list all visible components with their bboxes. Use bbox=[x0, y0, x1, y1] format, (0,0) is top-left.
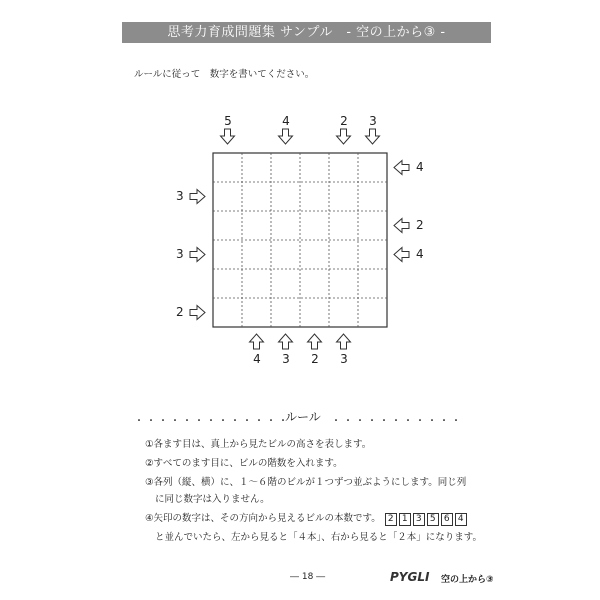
page-number: ― 18 ― bbox=[290, 572, 326, 582]
example-digits bbox=[385, 513, 469, 524]
top-clue-5: 2 bbox=[340, 114, 348, 128]
left-clue-2: 3 bbox=[176, 189, 184, 203]
arrow-down-icon bbox=[221, 129, 235, 144]
rules-divider-left: ・・・・・・・・・・・・・ bbox=[134, 416, 290, 427]
left-clue-6: 2 bbox=[176, 305, 184, 319]
example-digit: 4 bbox=[455, 513, 467, 526]
footer-subtitle: 空の上から③ bbox=[441, 575, 494, 585]
left-clue-4: 3 bbox=[176, 247, 184, 261]
bottom-clue-2: 4 bbox=[253, 352, 261, 366]
arrow-up-icon bbox=[337, 334, 351, 349]
arrow-down-icon bbox=[366, 129, 380, 144]
grid-border bbox=[213, 153, 387, 327]
bottom-clue-4: 2 bbox=[311, 352, 319, 366]
arrow-down-icon bbox=[337, 129, 351, 144]
arrow-up-icon bbox=[250, 334, 264, 349]
right-clue-3: 2 bbox=[416, 218, 424, 232]
bottom-clue-5: 3 bbox=[340, 352, 348, 366]
publisher-logo: PYGLI bbox=[390, 570, 430, 584]
arrow-left-icon bbox=[394, 161, 409, 175]
rules-title: ルール bbox=[285, 410, 321, 424]
rule-4a bbox=[145, 510, 469, 526]
right-clue-4: 4 bbox=[416, 247, 424, 261]
arrow-right-icon bbox=[190, 306, 205, 320]
rule-1: ①各ます目は、真上から見たビルの高さを表します。 bbox=[145, 439, 372, 450]
arrow-up-icon bbox=[308, 334, 322, 349]
example-digit: 5 bbox=[427, 513, 439, 526]
instructions: ルールに従って 数字を書いてください。 bbox=[134, 69, 315, 80]
arrow-down-icon bbox=[279, 129, 293, 144]
arrow-up-icon bbox=[279, 334, 293, 349]
arrow-left-icon bbox=[394, 248, 409, 262]
rule-3a: ③各列（縦、横）に、１〜６階のビルが１つずつ並ぶようにします。同じ列 bbox=[145, 477, 467, 488]
arrow-right-icon bbox=[190, 190, 205, 204]
top-clue-6: 3 bbox=[369, 114, 377, 128]
example-digit: 3 bbox=[413, 513, 425, 526]
arrow-right-icon bbox=[190, 248, 205, 262]
rule-4a-text: ④矢印の数字は、その方向から見えるビルの本数です。 bbox=[145, 513, 381, 524]
rule-2: ②すべてのます目に、ビルの階数を入れます。 bbox=[145, 458, 343, 469]
right-clue-1: 4 bbox=[416, 160, 424, 174]
arrow-left-icon bbox=[394, 219, 409, 233]
rule-4b: と並んでいたら、左から見ると「４本」、右から見ると「２本」になります。 bbox=[155, 532, 482, 543]
top-clue-1: 5 bbox=[224, 114, 232, 128]
example-digit: 2 bbox=[385, 513, 397, 526]
top-clue-3: 4 bbox=[282, 114, 290, 128]
example-digit: 6 bbox=[441, 513, 453, 526]
bottom-clue-3: 3 bbox=[282, 352, 290, 366]
example-digit: 1 bbox=[399, 513, 411, 526]
rules-divider-right: ・・・・・・・・・・・ bbox=[331, 416, 463, 427]
page-title: 思考力育成問題集 サンプル - 空の上から③ - bbox=[122, 22, 491, 43]
rule-3b: に同じ数字は入りません。 bbox=[155, 494, 270, 505]
